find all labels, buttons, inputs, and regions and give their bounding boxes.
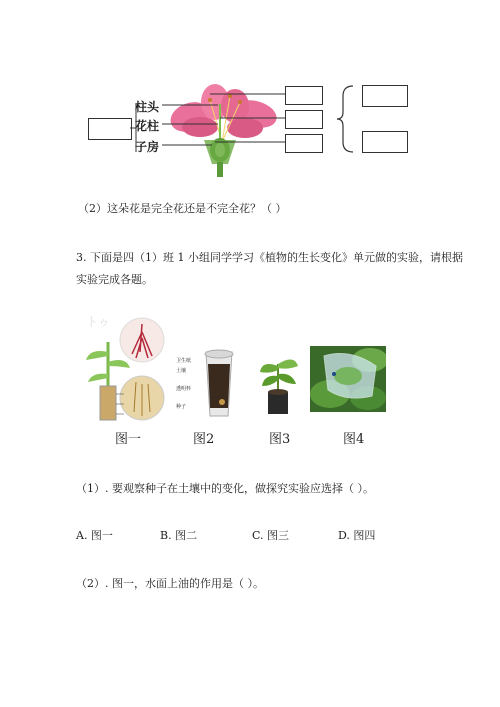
answer-box-far-right-1[interactable]: [362, 85, 408, 107]
answer-box-right-2[interactable]: [285, 110, 323, 129]
fig2-label-tissue: 卫生纸: [176, 358, 192, 364]
label-ovary: 子房: [135, 140, 160, 154]
svg-text:トゥ: トゥ: [86, 315, 110, 329]
caption-figure-1: 图一: [115, 432, 142, 447]
label-style: 花柱: [135, 119, 160, 133]
caption-figure-3: 图3: [269, 432, 291, 447]
answer-box-far-right-2[interactable]: [362, 131, 408, 153]
figure-2-image: [198, 348, 240, 420]
question-2: （2）这朵花是完全花还是不完全花？（ ）: [78, 202, 287, 215]
figure-1-image: [80, 312, 172, 424]
answer-box-left[interactable]: [88, 118, 132, 140]
fig2-label-soil: 土壤: [176, 368, 187, 374]
label-stigma: 柱头: [135, 100, 160, 114]
option-b[interactable]: B. 图二: [160, 529, 198, 542]
question-3-sub-2: （2）. 图一，水面上油的作用是（ ）。: [76, 577, 264, 590]
fig2-label-cup: 透明杯: [176, 386, 192, 392]
option-c[interactable]: C. 图三: [252, 529, 290, 542]
caption-figure-2: 图2: [193, 432, 215, 447]
answer-box-right-3[interactable]: [285, 134, 323, 153]
fig2-label-seed: 种子: [176, 404, 187, 410]
caption-figure-4: 图4: [343, 432, 365, 447]
option-d[interactable]: D. 图四: [338, 529, 376, 542]
question-3-intro-line2: 实验完成各题。: [76, 273, 153, 286]
question-3-sub-1: （1）. 要观察种子在土壤中的变化，做探究实验应选择（ ）。: [76, 482, 374, 495]
curly-brace: [335, 84, 357, 154]
answer-box-right-1[interactable]: [285, 86, 323, 105]
figure-4-image: [310, 346, 386, 412]
option-a[interactable]: A. 图一: [76, 529, 113, 542]
right-pointer-lines: [200, 90, 290, 150]
figure-3-image: [256, 350, 302, 420]
question-3-intro-line1: 3. 下面是四（1）班 1 小组同学学习《植物的生长变化》单元做的实验，请根据: [76, 251, 463, 264]
